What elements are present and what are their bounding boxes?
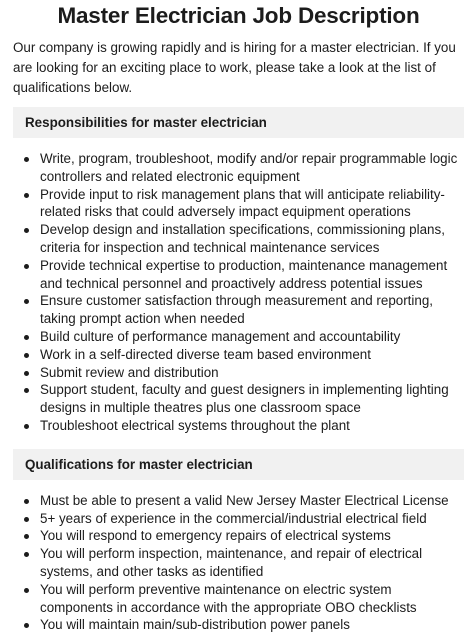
list-item <box>13 545 464 581</box>
list-item <box>13 581 464 617</box>
list-item-text: Ensure customer satisfaction through measurement and reporting, taking prompt action when needed <box>40 293 433 327</box>
list-item <box>13 257 464 293</box>
list-item-text: Write, program, troubleshoot, modify and/or repair programmable logic controllers and related electronic equipment <box>40 151 458 184</box>
bullet-icon <box>24 623 29 628</box>
bullet-icon <box>24 371 29 376</box>
bullet-icon <box>24 517 29 522</box>
list-item <box>13 381 464 417</box>
list-item <box>13 186 464 222</box>
responsibilities-heading: Responsibilities for master electrician <box>13 107 464 138</box>
page-title: Master Electrician Job Description <box>57 3 420 28</box>
intro-paragraph: Our company is growing rapidly and is hiring for a master electrician. If you are looking for an exciting place to work, please take a look at the list of qualifications below. <box>13 40 456 95</box>
list-item <box>13 616 464 634</box>
bullet-icon <box>24 388 29 393</box>
list-item-text: Work in a self-directed diverse team based environment <box>40 346 371 362</box>
bullet-icon <box>24 499 29 504</box>
list-item-text: Support student, faculty and guest designers in implementing lighting designs in multiple theatres plus one classroom space <box>40 382 449 416</box>
list-item-text: Build culture of performance management and accountability <box>40 328 401 344</box>
bullet-icon <box>24 552 29 557</box>
bullet-icon <box>24 534 29 539</box>
bullet-icon <box>24 335 29 340</box>
list-item <box>13 527 464 545</box>
list-item-text: Submit review and distribution <box>40 364 219 380</box>
bullet-icon <box>24 299 29 304</box>
list-item-text: 5+ years of experience in the commercial/industrial electrical field <box>40 510 427 526</box>
list-item <box>13 492 464 510</box>
list-item-text: Troubleshoot electrical systems throughout the plant <box>40 417 350 433</box>
bullet-icon <box>24 228 29 233</box>
list-item <box>13 417 464 435</box>
list-item <box>13 221 464 257</box>
bullet-icon <box>24 588 29 593</box>
list-item <box>13 346 464 364</box>
bullet-icon <box>24 157 29 162</box>
bullet-icon <box>24 264 29 269</box>
list-item-text: Provide input to risk management plans that will anticipate reliability-related risks that could adversely impact equipment operations <box>40 186 445 220</box>
list-item <box>13 328 464 346</box>
bullet-icon <box>24 424 29 429</box>
list-item-text: You will perform preventive maintenance on electric system components in accordance with the appropriate OBO checklists <box>40 581 417 615</box>
list-item <box>13 150 464 186</box>
qualifications-list <box>13 492 464 634</box>
list-item-text: Must be able to present a valid New Jersey Master Electrical License <box>40 492 449 508</box>
list-item <box>13 292 464 328</box>
list-item-text: You will maintain main/sub-distribution power panels <box>40 617 350 633</box>
bullet-icon <box>24 193 29 198</box>
list-item-text: You will perform inspection, maintenance, and repair of electrical systems, and other tasks as identified <box>40 546 423 579</box>
list-item <box>13 364 464 382</box>
list-item-text: You will respond to emergency repairs of electrical systems <box>40 528 391 544</box>
responsibilities-list <box>13 150 464 435</box>
bullet-icon <box>24 353 29 358</box>
list-item-text: Provide technical expertise to production, maintenance management and technical personnel and proactively address potential issues <box>40 257 448 291</box>
list-item <box>13 510 464 528</box>
qualifications-heading: Qualifications for master electrician <box>13 449 464 480</box>
list-item-text: Develop design and installation specifications, commissioning plans, criteria for inspection and technical maintenance services <box>40 222 445 255</box>
